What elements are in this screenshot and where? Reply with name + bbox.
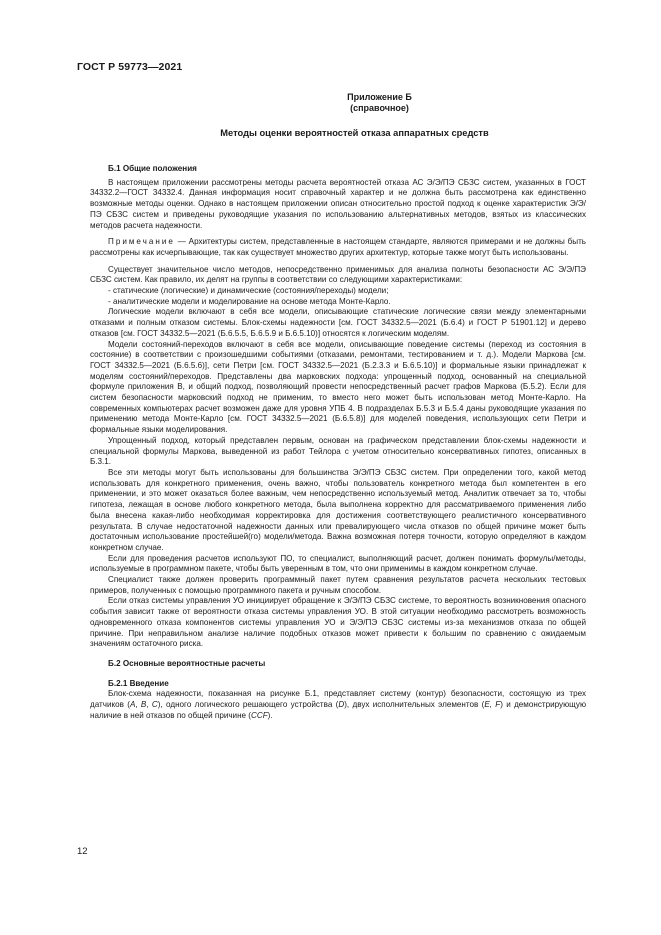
paragraph: Модели состояний-переходов включают в себя все модели, описывающие поведение системы (переход из состояния в состояние) в соответствии с произошедшими событиями (отказами, ремонтами, тестированием и т. д.). Модели Маркова [см. ГОСТ 34332.5—2021 (Б.6.5.6)], сети Петри [см. ГОСТ 34332.5—2021 (Б.2.3.3 и Б.6.5.10)] и формальные языки принадлежат к моделям состояний/переходов. Представлены два марковских подхода: упрощенный подход, основанный на специальной формуле приложения B, и общий подход, позволяющий провести непосредственный расчет графов Маркова (Б.5.2). Если для систем безопасности марковский подход не применим, то вместо него может быть использован метод Монте-Карло. На современных компьютерах расчет возможен даже для уровня УПБ 4. В подразделах Б.5.3 и Б.5.4 даны руководящие указания по применению метода Монте-Карло [см. ГОСТ 34332.5—2021 (Б.6.5.8)] для моделей поведения, использующих сети Петри и формальные языки моделирования.: [90, 339, 586, 435]
paragraph: [90, 689, 586, 721]
page-number: 12: [77, 846, 88, 857]
text-run: ,: [146, 700, 152, 710]
text-run: ), одного логического решающего устройства (: [157, 700, 339, 710]
text-run: ).: [267, 710, 273, 720]
text-run: ,: [135, 700, 141, 710]
paragraph: Упрощенный подход, который представлен первым, основан на графическом представлении блок-схемы надежности и специальной формулы Маркова, выведенной из работ Тейлора с учетом относительно консервативных гипотез, описанных в Б.3.1.: [90, 435, 586, 467]
heading-b21: Б.2.1 Введение: [108, 678, 169, 688]
text-run: ) и демонстрирующую наличие в ней отказов по общей причине (: [90, 700, 587, 720]
appendix-heading: [0, 92, 661, 114]
symbol-c: C: [151, 700, 158, 710]
symbol-b: B: [140, 700, 147, 710]
paragraph: Существует значительное число методов, непосредственно применимых для анализа полноты безопасности АС Э/Э/ПЭ СБЗС систем. Как правило, их делят на группы в соответствии со следующими характеристиками:: [90, 264, 586, 285]
document-code: ГОСТ Р 59773—2021: [77, 61, 183, 73]
note-text: — Архитектуры систем, представленные в настоящем стандарте, являются примерами и не должны быть рассмотрены как исчерпывающие, так как существует множество других архитектур, которые также могут быть использованы.: [90, 237, 586, 257]
appendix-title: Приложение Б: [347, 92, 412, 102]
heading-b1: Б.1 Общие положения: [108, 164, 197, 173]
symbol-a: A: [129, 700, 136, 710]
paragraph: В настоящем приложении рассмотрены методы расчета вероятностей отказа АС Э/Э/ПЭ СБЗС систем, указанных в ГОСТ 34332.2—ГОСТ 34332.4. Данная информация носит справочный характер и не должна быть рассмотрена как единственно возможные методы оценки. Однако в настоящем приложении описан относительно простой подход к оценке характеристик Э/Э/ПЭ СБЗС систем и приведены руководящие указания по использованию альтернативных методов, взятых из классических методов расчета надежности.: [90, 177, 586, 230]
paragraph: Если отказ системы управления УО инициирует обращение к Э/Э/ПЭ СБЗС системе, то вероятность возникновения опасного события зависит также от вероятности отказа системы управления УО. В этой ситуации необходимо рассмотреть возможность одновременного отказа компонентов системы управления УО и Э/Э/ПЭ СБЗС системы из-за механизмов отказа по общей причине. При неправильном анализе наличие подобных отказов может привести к большим по сравнению с ожидаемым значениям остаточного риска.: [90, 596, 586, 649]
note: [90, 237, 586, 258]
text-run: Блок-схема надежности, показанная на рисунке Б.1, представляет систему (контур) безопасности, состоящую из трех датчиков (: [90, 689, 586, 710]
text-run: ), двух исполнительных элементов (: [344, 700, 485, 710]
appendix-type: (справочное): [350, 103, 409, 113]
list-item: - статические (логические) и динамические (состояния/переходы) модели;: [108, 286, 389, 296]
heading-b2: Б.2 Основные вероятностные расчеты: [108, 658, 266, 668]
paragraph: Специалист также должен проверить программный пакет путем сравнения результатов расчета нескольких тестовых примеров, полученных с помощью программного пакета и ручным способом.: [90, 575, 586, 595]
paragraph: Логические модели включают в себя все модели, описывающие статические логические связи между элементарными отказами и полным отказом системы. Блок-схемы надежности [см. ГОСТ 34332.5—2021 (Б.6.4) и ГОСТ Р 51901.12] и дерево отказов [см. ГОСТ 34332.5—2021 (Б.6.5.5, Б.6.5.9 и Б.6.5.10)] относятся к логическим моделям.: [90, 307, 586, 338]
section-title: Методы оценки вероятностей отказа аппаратных средств: [220, 128, 489, 138]
paragraph: Все эти методы могут быть использованы для большинства Э/Э/ПЭ СБЗС систем. При определении того, какой метод использовать для конкретного применения, очень важно, чтобы пользователь конкретного метода был компетентен в его применении, и это может оказаться более важным, чем непосредственно используемый метод. Аналитик отвечает за то, чтобы гипотеза, лежащая в основе любого конкретного метода, была выполнена корректно для рассматриваемого применения либо была внесена какая-либо необходимая корректировка для достижения соответствующего реалистичного консервативного результата. В случае недостаточной надежности данных или превалирующего числа отказов по общей причине может быть достаточным использование простейшей(го) модели/метода. Важна возможная потеря точности, которую определяют в каждом конкретном случае.: [90, 467, 586, 552]
list-item: - аналитические модели и моделирование на основе метода Монте-Карло.: [108, 296, 391, 306]
paragraph: Если для проведения расчетов используют ПО, то специалист, выполняющий расчет, должен понимать формулы/методы, используемые в программном пакете, чтобы быть уверенным в том, что они применимы в каждом конкретном случае.: [90, 553, 586, 574]
symbol-ccf: CCF: [251, 710, 268, 720]
symbol-d: D: [338, 700, 345, 710]
symbol-ef: E, F: [484, 700, 501, 710]
document-body: [90, 164, 586, 721]
note-label: Примечание: [108, 237, 175, 247]
